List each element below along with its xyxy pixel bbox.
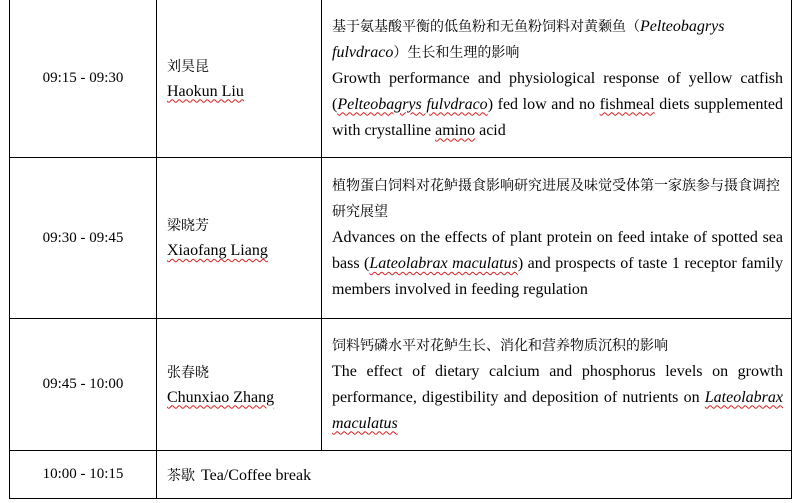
talk-title-cn: 饲料钙磷水平对花鲈生长、消化和营养物质沉积的影响: [332, 337, 668, 354]
talk-title-en: [332, 225, 783, 303]
species-name: Pelteobagrys fulvdraco: [337, 95, 488, 113]
speaker-name-cn: 梁晓芳: [167, 218, 209, 234]
break-label-cn: 茶歇: [167, 467, 195, 484]
species-name: Pelteobagrys fulvdraco: [332, 17, 725, 61]
table-row: [10, 451, 792, 499]
speaker-name-cn: 刘昊昆: [167, 58, 209, 75]
talk-title-en-part: diets supplemented with crystalline: [332, 95, 783, 139]
talk-title-cn-part: 基于氨基酸平衡的低鱼粉和无鱼粉饲料对黄颡鱼（: [332, 18, 640, 35]
speaker-name-en: Haokun Liu: [167, 82, 244, 100]
talk-title-cn-part: ）生长和生理的影响: [393, 44, 520, 61]
species-name: Lateolabrax maculatus: [332, 388, 783, 432]
talk-title-en-part: Growth performance and physiological response of yellow catfish (: [332, 69, 783, 113]
speaker-cell: [157, 158, 322, 319]
speaker-cell: [157, 319, 322, 451]
talk-title-en-part: ) and prospects of taste 1 receptor family members involved in feeding regulation: [332, 255, 783, 298]
speaker-name-cn: 张春晓: [167, 364, 209, 381]
talk-title-en: [332, 359, 783, 437]
speaker-name-en: Xiaofang Liang: [167, 242, 268, 259]
table-row: [10, 0, 792, 158]
talk-title-en-part: The effect of dietary calcium and phosphorus levels on growth performance, digestibility and deposition of nutrients on: [332, 362, 783, 406]
time-cell: 09:15 - 09:30: [10, 0, 157, 158]
speaker-cell: [157, 0, 322, 158]
species-name: Lateolabrax maculatus: [369, 255, 518, 272]
talk-cell: [322, 0, 792, 158]
talk-cell: [322, 319, 792, 451]
talk-title-en-word: fishmeal: [599, 95, 655, 113]
talk-title-en-part: Advances on the effects of plant protein on feed intake of spotted sea bass (: [332, 229, 783, 272]
talk-title-cn: 植物蛋白饲料对花鲈摄食影响研究进展及味觉受体第一家族参与摄食调控研究展望: [332, 178, 780, 220]
talk-title-en-part: acid: [475, 121, 506, 139]
table-row: [10, 158, 792, 319]
schedule-table: [9, 0, 792, 499]
talk-title-cn: [332, 14, 783, 66]
talk-title-en-word: amino: [435, 121, 476, 139]
talk-title-en: [332, 66, 783, 144]
break-cell: [157, 451, 792, 499]
talk-cell: [322, 158, 792, 319]
time-cell: 09:30 - 09:45: [10, 158, 157, 319]
speaker-name-en: Chunxiao Zhang: [167, 388, 275, 406]
table-row: [10, 319, 792, 451]
break-label-en: Tea/Coffee break: [201, 466, 312, 484]
time-cell: 09:45 - 10:00: [10, 319, 157, 451]
talk-title-en-part: ) fed low and no: [487, 95, 600, 113]
time-cell: 10:00 - 10:15: [10, 451, 157, 499]
